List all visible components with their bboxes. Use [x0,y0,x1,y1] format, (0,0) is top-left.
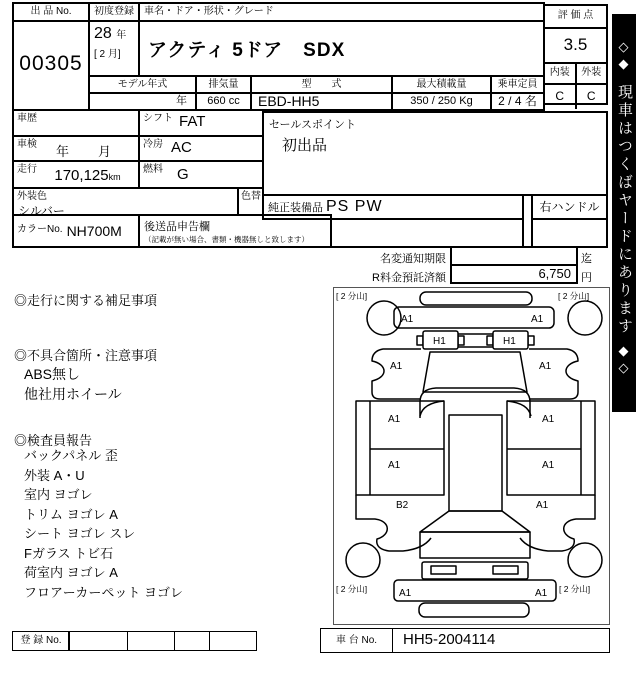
late-items-note: （記載が無い場合、書類・機器無しと致します） [144,235,309,244]
headlight-tab [417,336,423,345]
rear-bumper-right-label: A1 [535,588,548,599]
front-fender-left [372,349,421,399]
chassis-no-value: HH5-2004114 [392,628,610,653]
interior-grade-label: 内装 [545,64,577,83]
color-no-value: NH700M [66,223,122,239]
sales-point-box [262,111,608,196]
max-load-header: 最大積載量 [391,75,492,94]
first-registration-label: 初度登録 [90,4,138,22]
car-name-label: 車名・ドア・形状・グレード [140,4,543,22]
front-fender-right [529,349,578,399]
lot-number-box [12,2,90,111]
rear-bumper-left-label: A1 [399,588,412,599]
defect-item: ABS無し [24,366,81,382]
interior-grade-value: C [545,85,577,109]
fuel-cell [138,160,264,189]
front-fender-right-label: A1 [539,361,552,372]
cooling-value: AC [171,139,192,156]
reg-no-label: 登 録 No. [12,631,70,651]
rear-gate [420,532,530,558]
tail-panel [422,562,528,579]
pillar-right [507,401,531,416]
defect-item: 他社用ホイール [24,386,122,402]
cooling-label: 冷房 [143,139,163,150]
name-change-label: 名変通知期限 [380,253,446,265]
exterior-grade-label: 外装 [581,67,602,78]
inspector-item: Fガラス トビ石 [24,545,114,561]
car-damage-diagram [334,288,609,624]
first-registration-year-unit: 年 [116,30,127,41]
left-door-front-label: A1 [388,414,401,425]
history-cell [12,109,140,137]
tire-front-right [568,301,602,335]
max-load-value: 350 / 250 Kg [391,92,492,111]
shift-label: シフト [143,113,173,124]
right-quarter-label: A1 [536,500,549,511]
mileage-label: 走行 [17,164,37,175]
inspector-item: 外装 A・U [24,467,85,483]
front-bumper-right-label: A1 [531,314,544,325]
front-roof-edge [420,292,532,305]
headlight-tab [458,336,464,345]
inspector-item: トリム ヨゴレ A [24,506,118,522]
equipment-value: PS PW [326,198,383,215]
model-code-header: 型 式 [250,75,393,94]
inspector-heading: ◎検査員報告 [14,433,93,448]
tire-tread-label-front-right: [ 2 分山] [558,291,590,301]
tail-light-right [493,566,518,574]
recycle-fee-label: R料金預託済額 [372,272,446,284]
mileage-cell [12,160,140,189]
score-box [543,4,608,105]
tire-rear-right [568,543,602,577]
inspection-cell [12,135,140,162]
color-no-label: カラーNo. [17,224,63,235]
rear-lower-edge [419,603,529,617]
front-bumper-left-label: A1 [401,314,414,325]
equipment-box [262,194,524,220]
name-change-field [450,246,578,266]
headlight-left-label: H1 [433,336,446,347]
left-quarter-label: B2 [396,500,409,511]
exterior-color-cell [12,187,239,216]
capacity-value: 2 / 4 名 [490,92,545,111]
rear-flare [420,511,530,532]
diamond-marks-top: ◇◆ [617,40,632,74]
inspector-item: 荷室内 ヨゴレ A [24,565,118,580]
color-change-label: 色替 [241,191,261,202]
rear-bumper [394,580,556,601]
front-bumper [394,307,554,328]
sales-point-value: 初出品 [282,137,328,154]
driving-notes-heading: ◎走行に関する補足事項 [14,293,158,308]
reg-no-cell [174,631,210,651]
yard-notice-text: 現車はつくばヤードにあります [616,84,633,336]
inspection-value: 年 月 [55,144,119,159]
model-year-value: 年 [88,92,197,111]
shift-value: FAT [179,113,206,130]
displacement-header: 排気量 [195,75,252,94]
first-registration-box [88,2,140,77]
reg-no-cell [127,631,175,651]
recycle-fee-unit: 円 [581,272,592,284]
lot-number-value: 00305 [19,52,83,75]
inspection-label: 車検 [17,139,37,150]
inspector-item: 室内 ヨゴレ [24,487,93,502]
color-no-cell [12,214,140,248]
model-code-value: EBD-HH5 [250,92,393,111]
exterior-grade-value: C [586,89,596,103]
inspector-item: シート ヨゴレ スレ [24,526,136,541]
late-items-label: 後送品申告欄 [144,221,210,233]
recycle-fee-value: 6,750 [450,264,578,284]
tire-front-left [367,301,401,335]
fuel-value: G [177,166,189,183]
sales-point-label: セールスポイント [269,119,357,131]
score-value: 3.5 [545,29,606,64]
empty-box-right [531,218,608,248]
headlight-tab [528,336,534,345]
yard-notice-banner [612,14,636,412]
fuel-label: 燃料 [143,164,163,175]
roof-panel [449,415,502,511]
inspector-item: フロアーカーペット ヨゴレ [24,584,183,600]
score-label: 評 価 点 [545,6,606,29]
tire-tread-label-rear-right: [ 2 分山] [559,584,591,594]
chassis-no-label: 車 台 No. [320,628,393,653]
reg-no-cell [209,631,257,651]
tire-tread-label-rear-left: [ 2 分山] [336,584,368,594]
headlight-tab [487,336,493,345]
left-door-rear-label: A1 [388,460,401,471]
defects-heading: ◎不具合箇所・注意事項 [14,348,158,363]
name-change-suffix: 迄 [581,253,592,265]
right-door-front-label: A1 [542,414,555,425]
exterior-color-value: シルバー [18,204,65,218]
displacement-value: 660 cc [195,92,252,111]
diagram-frame [333,287,610,625]
windshield [423,352,527,392]
cooling-cell [138,135,264,162]
history-label: 車歴 [17,113,37,124]
tire-tread-label-front-left: [ 2 分山] [336,291,368,301]
diamond-marks-bottom: ◆◇ [617,344,632,378]
lot-number-label: 出 品 No. [14,4,88,22]
exterior-color-label: 外装色 [17,191,47,202]
first-registration-month: [ 2 月] [94,49,121,60]
pillar-left [420,401,444,416]
shift-cell [138,109,264,137]
reg-no-cell [68,631,128,651]
right-door-rear-label: A1 [542,460,555,471]
model-year-header: モデル年式 [88,75,197,94]
mileage-value: 170,125 [54,167,109,184]
first-registration-year: 28 [94,25,112,42]
headlight-right-label: H1 [503,336,516,347]
car-name-box [138,2,545,77]
capacity-header: 乗車定員 [490,75,545,94]
steering-box: 右ハンドル [531,194,608,220]
mileage-unit: km [108,172,121,182]
empty-box-mid [330,218,524,248]
car-name-value: アクティ 5ドア SDX [148,40,346,61]
inspector-item: バックパネル 歪 [24,448,118,463]
equipment-label: 純正装備品 [268,202,323,214]
front-fender-left-label: A1 [390,361,403,372]
color-change-cell [237,187,264,216]
tail-light-left [431,566,456,574]
tire-rear-left [346,543,380,577]
